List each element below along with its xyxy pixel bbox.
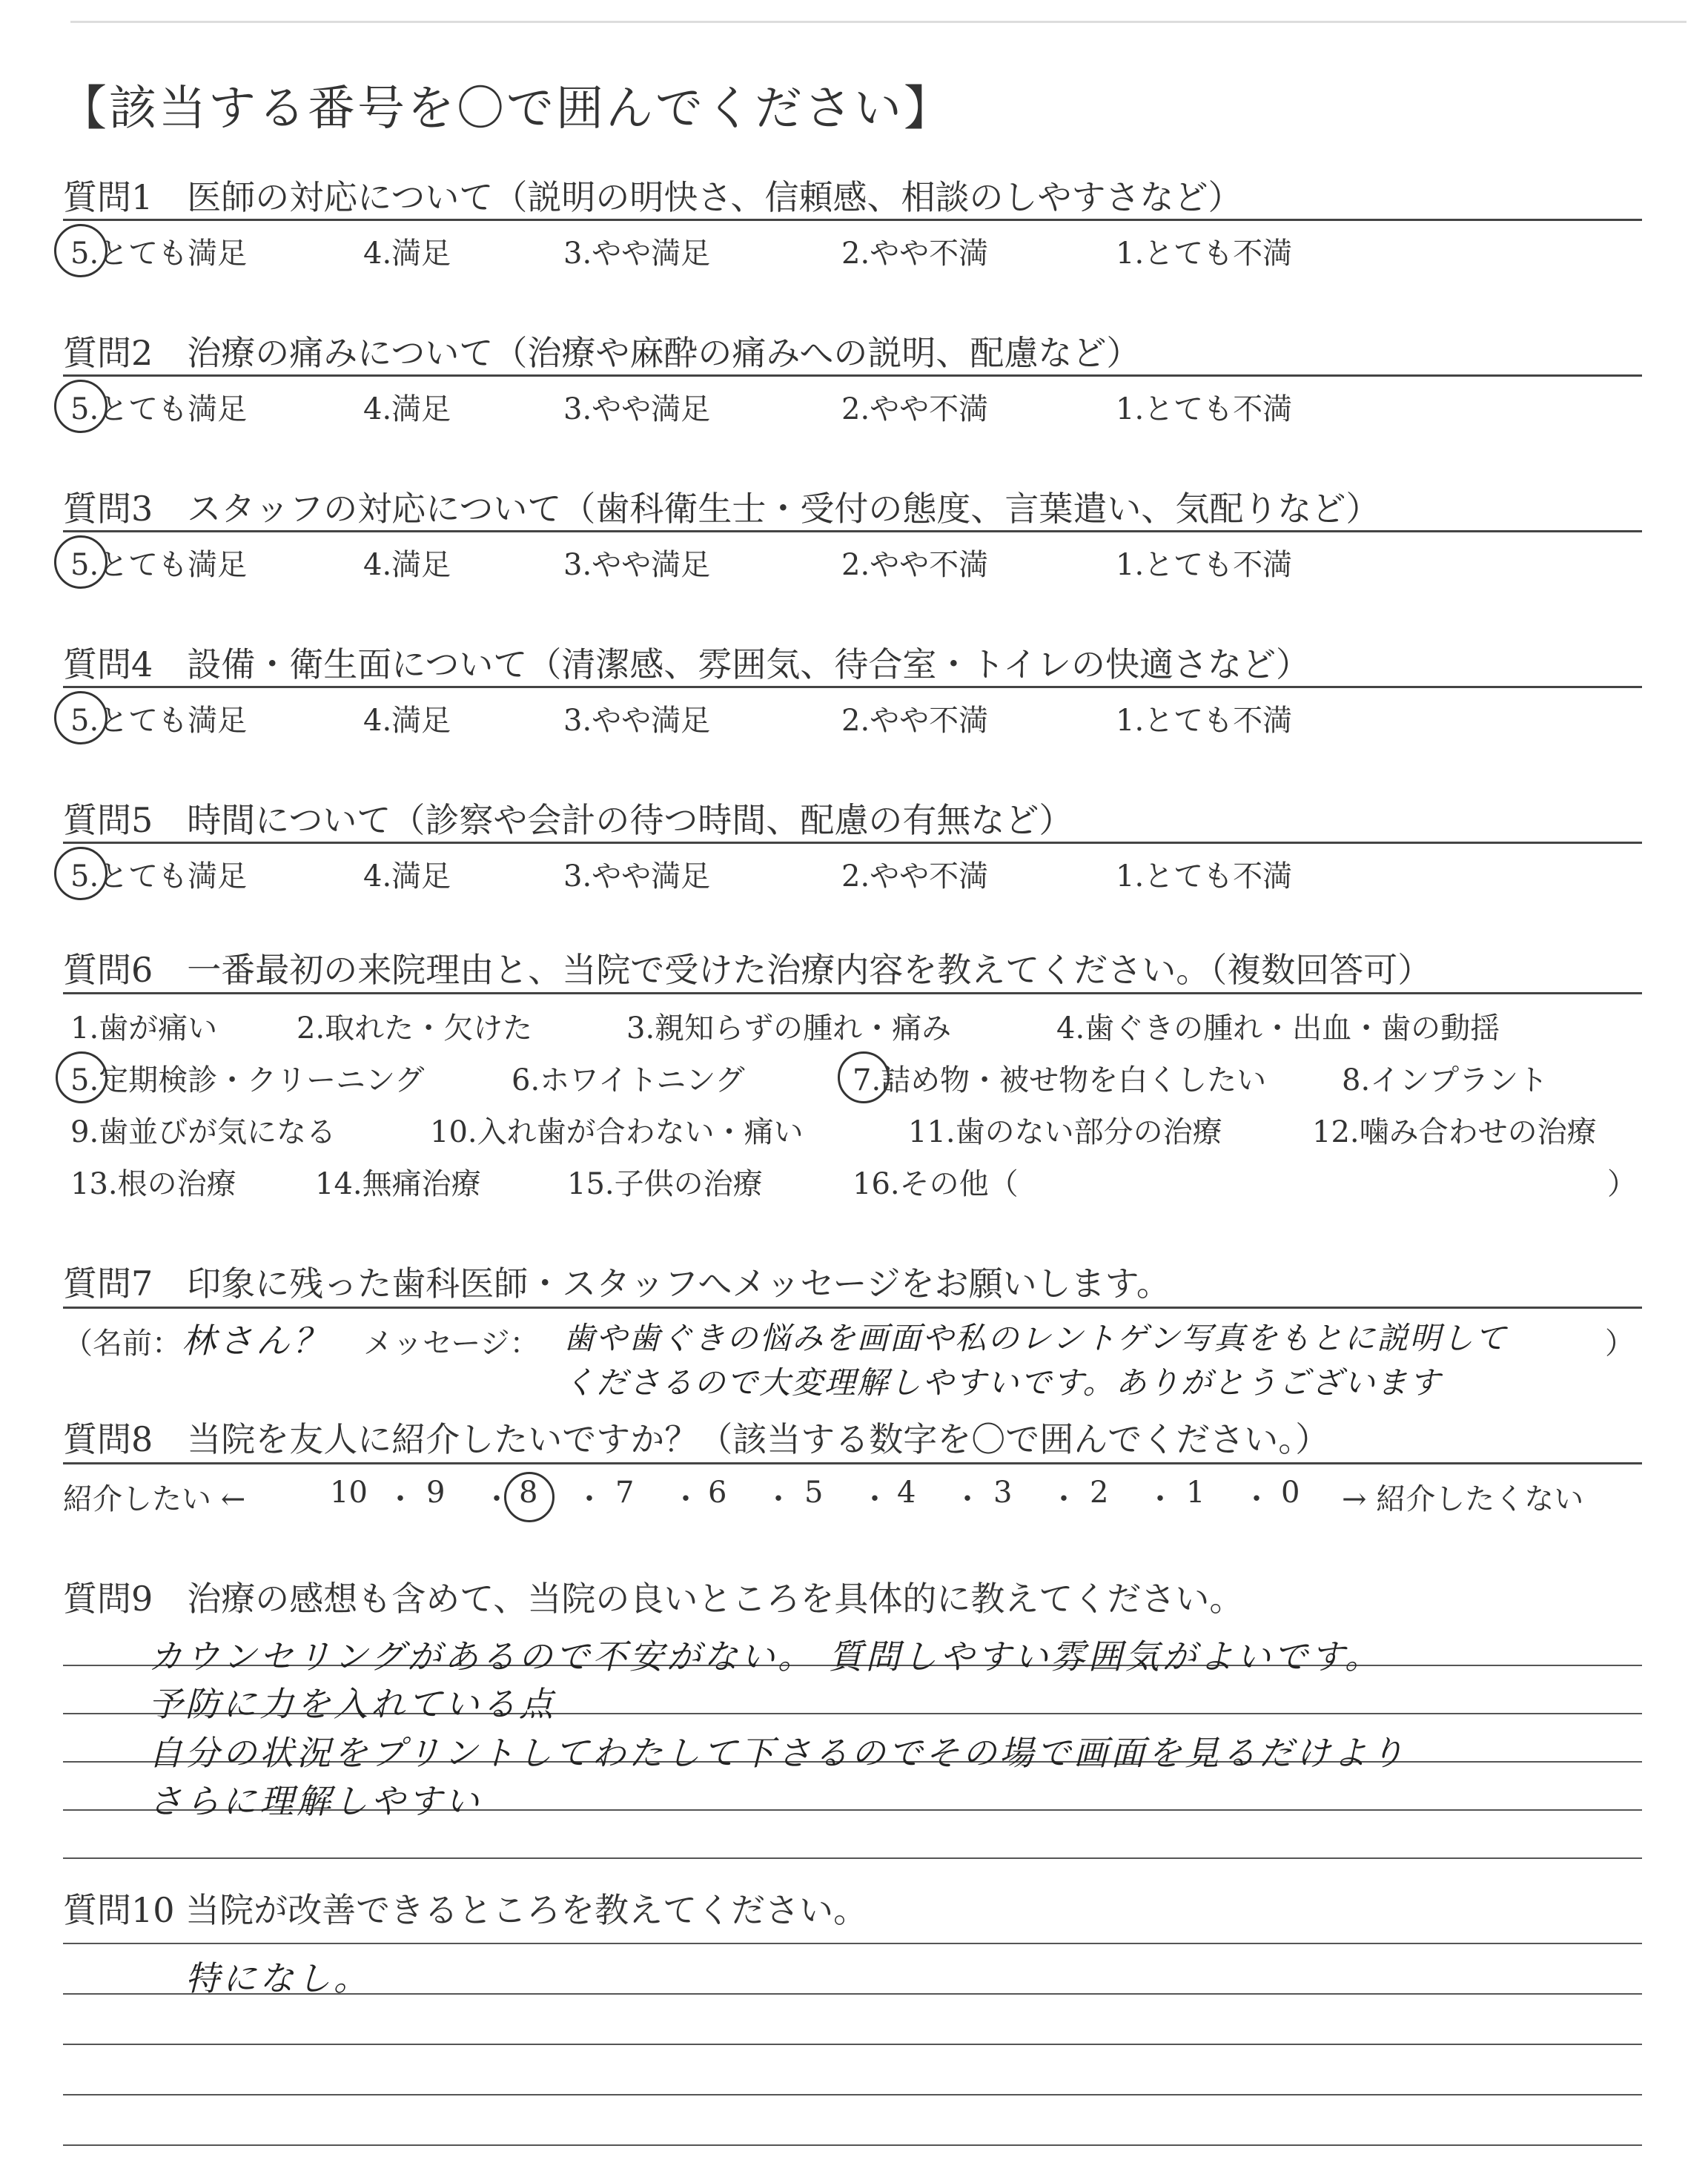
rating-option: 1.とても不満 <box>1116 237 1293 271</box>
rating-option: 5.とても満足 <box>70 548 248 582</box>
q8-left-label: 紹介したい ← <box>63 1482 246 1516</box>
question-rule <box>63 842 1642 844</box>
scale-separator: ・ <box>953 1482 982 1516</box>
question-title: 質問3 スタッフの対応について（歯科衛生士・受付の態度、言葉遣い、気配りなど） <box>63 489 1380 529</box>
selection-circle <box>54 535 107 589</box>
selection-circle <box>54 224 107 277</box>
selection-circle <box>838 1051 890 1103</box>
q6-rule <box>63 992 1642 994</box>
q6-option: 2.取れた・欠けた <box>297 1011 533 1046</box>
q7-rule <box>63 1307 1642 1309</box>
question-title: 質問5 時間について（診察や会計の待つ時間、配慮の有無など） <box>63 800 1073 840</box>
question-title: 質問1 医師の対応について（説明の明快さ、信頼感、相談のしやすさなど） <box>63 177 1242 217</box>
scale-value: 9 <box>426 1476 446 1510</box>
q10-title: 質問10 当院が改善できるところを教えてください。 <box>63 1890 868 1930</box>
scale-separator: ・ <box>671 1482 701 1516</box>
scale-value: 2 <box>1090 1476 1109 1510</box>
question-rule <box>63 530 1642 532</box>
rating-option: 2.やや不満 <box>841 859 989 894</box>
q6-option: 16.その他（ <box>853 1167 1019 1201</box>
q6-option: 3.親知らずの腫れ・痛み <box>626 1011 952 1046</box>
q6-option: 15.子供の治療 <box>567 1167 763 1201</box>
rating-option: 1.とても不満 <box>1116 392 1293 426</box>
rating-option: 3.やや満足 <box>563 704 711 738</box>
question-rule <box>63 374 1642 377</box>
answer-rule <box>63 2044 1642 2045</box>
scale-separator: ・ <box>1242 1482 1271 1516</box>
scale-separator: ・ <box>482 1482 512 1516</box>
q6-option: 12.噛み合わせの治療 <box>1312 1115 1597 1149</box>
q9-answer-line: カウンセリングがあるので不安がない。 質問しやすい雰囲気がよいです。 <box>148 1636 1383 1677</box>
q8-rule <box>63 1462 1642 1464</box>
q9-answer-line: 予防に力を入れている点 <box>148 1684 556 1724</box>
rating-option: 4.満足 <box>363 704 451 738</box>
q6-option: 8.インプラント <box>1342 1063 1549 1097</box>
rating-option: 1.とても不満 <box>1116 704 1293 738</box>
rating-option: 4.満足 <box>363 548 451 582</box>
q8-title: 質問8 当院を友人に紹介したいですか？（該当する数字を〇で囲んでください。） <box>63 1419 1330 1459</box>
rating-option: 4.満足 <box>363 392 451 426</box>
answer-rule <box>63 2144 1642 2146</box>
rating-option: 3.やや満足 <box>563 392 711 426</box>
selection-circle <box>54 847 107 900</box>
top-border <box>70 21 1687 23</box>
q9-title: 質問9 治療の感想も含めて、当院の良いところを具体的に教えてください。 <box>63 1579 1244 1619</box>
rating-option: 3.やや満足 <box>563 859 711 894</box>
q7-close-paren: ） <box>1605 1327 1635 1361</box>
rating-option: 4.満足 <box>363 859 451 894</box>
q7-name-label: （名前： <box>63 1327 182 1361</box>
q7-message-label: メッセージ： <box>363 1327 540 1361</box>
rating-option: 1.とても不満 <box>1116 859 1293 894</box>
q9-answer-line: さらに理解しやすい <box>148 1781 482 1821</box>
q6-option: 1.歯が痛い <box>70 1011 218 1046</box>
q6-title: 質問6 一番最初の来院理由と、当院で受けた治療内容を教えてください。（複数回答可） <box>63 950 1432 990</box>
q6-option: 4.歯ぐきの腫れ・出血・歯の動揺 <box>1056 1011 1500 1046</box>
scale-separator: ・ <box>1145 1482 1175 1516</box>
scale-value: 4 <box>897 1476 916 1510</box>
scale-value: 10 <box>330 1476 368 1510</box>
rating-option: 5.とても満足 <box>70 859 248 894</box>
rating-option: 1.とても不満 <box>1116 548 1293 582</box>
q6-option: 7.詰め物・被せ物を白くしたい <box>853 1063 1267 1097</box>
question-title: 質問4 設備・衛生面について（清潔感、雰囲気、待合室・トイレの快適さなど） <box>63 644 1311 684</box>
scale-value: 8 <box>519 1476 538 1510</box>
scale-separator: ・ <box>860 1482 890 1516</box>
q6-option: 11.歯のない部分の治療 <box>908 1115 1222 1149</box>
q6-option: 14.無痛治療 <box>315 1167 481 1201</box>
selection-circle <box>56 1051 107 1103</box>
rating-option: 3.やや満足 <box>563 548 711 582</box>
rating-option: 5.とても満足 <box>70 392 248 426</box>
rating-option: 2.やや不満 <box>841 237 989 271</box>
rating-option: 5.とても満足 <box>70 237 248 271</box>
scale-value: 6 <box>708 1476 727 1510</box>
answer-rule <box>63 2094 1642 2095</box>
q6-option: 9.歯並びが気になる <box>70 1115 337 1149</box>
scale-value: 1 <box>1186 1476 1205 1510</box>
q7-message-line2: くださるので大変理解しやすいです。ありがとうございます <box>563 1364 1442 1401</box>
question-title: 質問2 治療の痛みについて（治療や麻酔の痛みへの説明、配慮など） <box>63 333 1141 373</box>
q7-name-value: 林さん？ <box>182 1321 330 1361</box>
q9-answer-line: 自分の状況をプリントしてわたして下さるのでその場で画面を見るだけより <box>148 1733 1408 1773</box>
selection-circle <box>54 691 107 744</box>
question-rule <box>63 686 1642 688</box>
rating-option: 2.やや不満 <box>841 548 989 582</box>
q8-right-label: → 紹介したくない <box>1342 1482 1584 1516</box>
page-heading: 【該当する番号を〇で囲んでください】 <box>59 82 953 136</box>
rating-option: 2.やや不満 <box>841 704 989 738</box>
q6-option: 10.入れ歯が合わない・痛い <box>430 1115 804 1149</box>
q6-option: ） <box>1607 1167 1637 1201</box>
scale-separator: ・ <box>575 1482 604 1516</box>
scale-value: 5 <box>804 1476 824 1510</box>
scale-separator: ・ <box>764 1482 793 1516</box>
q10-answer-line: 特になし。 <box>185 1958 371 1998</box>
rating-option: 2.やや不満 <box>841 392 989 426</box>
selection-circle <box>54 380 107 433</box>
scale-separator: ・ <box>1049 1482 1079 1516</box>
answer-rule <box>63 1943 1642 1944</box>
rating-option: 4.満足 <box>363 237 451 271</box>
answer-rule <box>63 1857 1642 1859</box>
scale-value: 0 <box>1281 1476 1300 1510</box>
selection-circle <box>504 1472 555 1522</box>
scale-separator: ・ <box>385 1482 415 1516</box>
q6-option: 5.定期検診・クリーニング <box>70 1063 425 1097</box>
q6-option: 13.根の治療 <box>70 1167 236 1201</box>
scale-value: 7 <box>615 1476 635 1510</box>
q7-title: 質問7 印象に残った歯科医師・スタッフへメッセージをお願いします。 <box>63 1264 1171 1304</box>
q7-message-line1: 歯や歯ぐきの悩みを画面や私のレントゲン写真をもとに説明して <box>563 1320 1508 1356</box>
rating-option: 3.やや満足 <box>563 237 711 271</box>
question-rule <box>63 219 1642 221</box>
rating-option: 5.とても満足 <box>70 704 248 738</box>
q6-option: 6.ホワイトニング <box>512 1063 745 1097</box>
scale-value: 3 <box>993 1476 1013 1510</box>
